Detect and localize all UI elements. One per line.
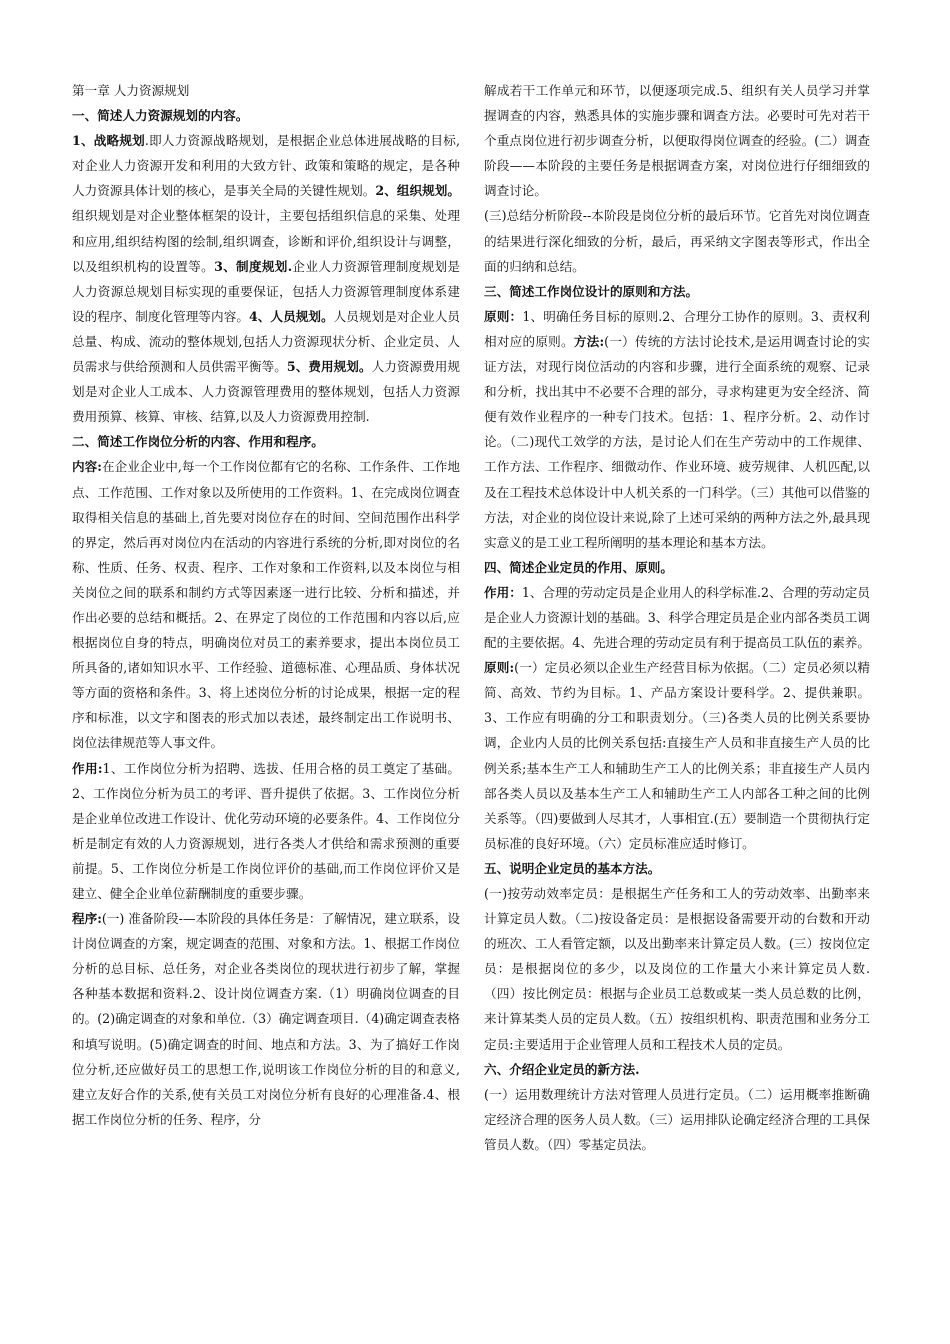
section-3-heading: 三、简述工作岗位设计的原则和方法。 [484,283,699,299]
staffing-principle-label: 原则: [484,660,515,676]
section-2-procedure [72,906,460,1132]
item-cost-planning-label: 5、费用规划。 [286,359,372,375]
section-1-heading: 一、简述人力资源规划的内容。 [72,108,249,124]
design-principle-label: 原则： [484,308,523,324]
item-cost-planning-text: 人力资源费用规划是对企业人工成本、人力资源管理费用的整体规划，包括人力资源费用预算、核算、审核、结算,以及人力资源费用控制. [72,359,461,425]
section-5-heading: 五、说明企业定员的基本方法。 [484,860,661,876]
staffing-principle-text: (一）定员必须以企业生产经营目标为依据。（二）定员必须以精简、高效、节约为目标。1、产品方案设计要科学。2、提供兼职。3、工作应有明确的分工和职责划分。（三)各类人员的比例关系要协调，企业内人员的比例关系包括:直接生产人员和非直接生产人员的比例关系;基本生产工人和辅助生产工人的比例关系；非直接生产人员内部各类人员以及基本生产工人和辅助生产工人内部各工种之间的比例关系等。（四)要做到人尽其才，人事相宜.(五）要制造一个贯彻执行定员标准的良好环境。（六）定员标准应适时修订。 [484,660,870,851]
item-org-planning-label: 2、组织规划。 [375,183,461,199]
section-4-body [484,580,870,856]
design-principle-text: 1、明确任务目标的原则.2、合理分工协作的原则。3、责权利相对应的原则。 [484,308,871,349]
role-text: 1、工作岗位分析为招聘、选拔、任用合格的员工奠定了基础。2、工作岗位分析为员工的考评、晋升提供了依据。3、工作岗位分析是企业单位改进工作设计、优化劳动环境的必要条件。4、工作岗位分析是制定有效的人力资源规划，进行各类人才供给和需求预测的重要前提。5、工作岗位分析是工作岗位评价的基础,而工作岗位评价又是建立、健全企业单位薪酬制度的重要步骤。 [72,760,461,901]
item-strategic-planning-text: .即人力资源战略规划，是根据企业总体进展战略的目标,对企业人力资源开发和利用的大致方针、政策和策略的规定，是各种人力资源具体计划的核心，是事关全局的关键性规划。 [72,133,461,199]
chapter-title: 第一章 人力资源规划 [72,83,190,98]
section-4-heading: 四、简述企业定员的作用、原则。 [484,559,673,575]
item-system-planning-label: 3、制度规划. [214,258,293,274]
item-staff-planning-label: 4、人员规划。 [248,308,334,324]
content-text: 在企业企业中,每一个工作岗位都有它的名称、工作条件、工作地点、工作范围、工作对象以及所使用的工作资料。1、在完成岗位调查取得相关信息的基础上,首先要对岗位存在的时间、空间范围作出科学的界定，然后再对岗位内在活动的内容进行系统的分析,即对岗位的名称、性质、任务、权责、程序、工作对象和工作资料,以及本岗位与相关岗位之间的联系和制约方式等因素逐一进行比较、分析和描述，并作出必要的总结和概括。2、在界定了岗位的工作范围和内容以后,应根据岗位自身的特点，明确岗位对员工的素养要求，提出本岗位员工所具备的,诸如知识水平、工作经验、道德标准、心理品质、身体状况等方面的资格和条件。3、将上述岗位分析的讨论成果，根据一定的程序和标准，以文字和图表的形式加以表述，最终制定出工作说明书、岗位法律规范等人事文件。 [72,459,460,751]
procedure-text: (一) 准备阶段-—本阶段的具体任务是：了解情况，建立联系，设计岗位调查的方案，规定调查的范围、对象和方法。1、根据工作岗位分析的总目标、总任务，对企业各类岗位的现状进行初步了解，掌握各种基本数据和资料.2、设计岗位调查方案.（1）明确岗位调查的目的。(2)确定调查的对象和单位.（3）确定调查项目.（4)确定调查表格和填写说明。(5)确定调查的时间、地点和方法。3、为了搞好工作岗位分析,还应做好员工的思想工作,说明该工作岗位分析的目的和意义,建立友好合作的关系,使有关员工对岗位分析有良好的心理准备.4、根据工作岗位分析的任务、程序，分 [72,911,460,1127]
section-6-heading: 六、介绍企业定员的新方法. [484,1061,640,1077]
left-column [72,78,460,1132]
section-6-body: (一）运用数理统计方法对管理人员进行定员。（二）运用概率推断确定经济合理的医务人员人数。（三）运用排队论确定经济合理的工具保管员人数。（四）零基定员法。 [484,1086,870,1152]
procedure-label: 程序: [72,911,102,927]
section-1-body [72,128,460,429]
procedure-stage-3: (三)总结分析阶段--本阶段是岗位分析的最后环节。它首先对岗位调查的结果进行深化细致的分析，最后，再采纳文字图表等形式，作出全面的归纳和总结。 [484,208,870,274]
item-org-planning-text: 组织规划是对企业整体框架的设计，主要包括组织信息的采集、处理和应用,组织结构图的绘制,组织调查，诊断和评价,组织设计与调整，以及组织机构的设置等。 [72,208,460,274]
section-2-heading: 二、简述工作岗位分析的内容、作用和程序。 [72,434,324,450]
item-strategic-planning-label: 1、战略规划 [72,133,145,149]
item-system-planning-text: 企业人力资源管理制度规划是人力资源总规划目标实现的重要保证，包括人力资源管理制度体系建设的程序、制度化管理等内容。 [72,258,460,324]
item-staff-planning-text: 人员规划是对企业人员总量、构成、流动的整体规划,包括人力资源现状分析、企业定员、人员需求与供给预测和人员供需平衡等。 [72,308,461,375]
section-2-content [72,454,460,755]
section-5-body: (一)按劳动效率定员：是根据生产任务和工人的劳动效率、出勤率来计算定员人数。（二)按设备定员：是根据设备需要开动的台数和开动的班次、工人看管定额，以及出勤率来计算定员人数。(三）按岗位定员：是根据岗位的多少，以及岗位的工作量大小来计算定员人数.（四）按比例定员：根据与企业员工总数或某一类人员总数的比例，来计算某类人员的定员人数。（五）按组织机构、职责范围和业务分工定员:主要适用于企业管理人员和工程技术人员的定员。 [484,886,870,1052]
design-method-text: (一）传统的方法讨论技术,是运用调查讨论的实证方法，对现行岗位活动的内容和步骤，进行全面系统的观察、记录和分析，找出其中不必要不合理的部分，寻求构建更为安全经济、简便有效作业程序的一种专门技术。包括：1、程序分析。2、动作讨论。（二)现代工效学的方法，是讨论人们在生产劳动中的工作规律、工作方法、工作程序、细微动作、作业环境、疲劳规律、人机匹配,以及在工程技术总体设计中人机关系的一门科学。（三）其他可以借鉴的方法，对企业的岗位设计来说,除了上述可采纳的两种方法之外,最具现实意义的是工业工程所阐明的基本理论和基本方法。 [484,333,871,550]
staffing-role-label: 作用： [484,584,522,600]
content-label: 内容: [72,459,102,475]
staffing-role-text: 1、合理的劳动定员是企业用人的科学标准.2、合理的劳动定员是企业人力资源计划的基础。3、科学合理定员是企业内部各类员工调配的主要依据。4、先进合理的劳动定员有利于提高员工队伍的素养。 [484,584,871,651]
role-label: 作用: [72,760,103,776]
section-3-body [484,304,870,555]
design-method-label: 方法: [573,333,605,349]
procedure-continued: 解成若干工作单元和环节，以便逐项完成.5、组织有关人员学习并掌握调查的内容，熟悉具体的实施步骤和调查方法。必要时可先对若干个重点岗位进行初步调查分析，以便取得岗位调查的经验。(二）调查阶段——本阶段的主要任务是根据调查方案，对岗位进行仔细细致的调查讨论。 [484,83,870,199]
right-column [484,78,870,1157]
section-2-role [72,756,460,907]
